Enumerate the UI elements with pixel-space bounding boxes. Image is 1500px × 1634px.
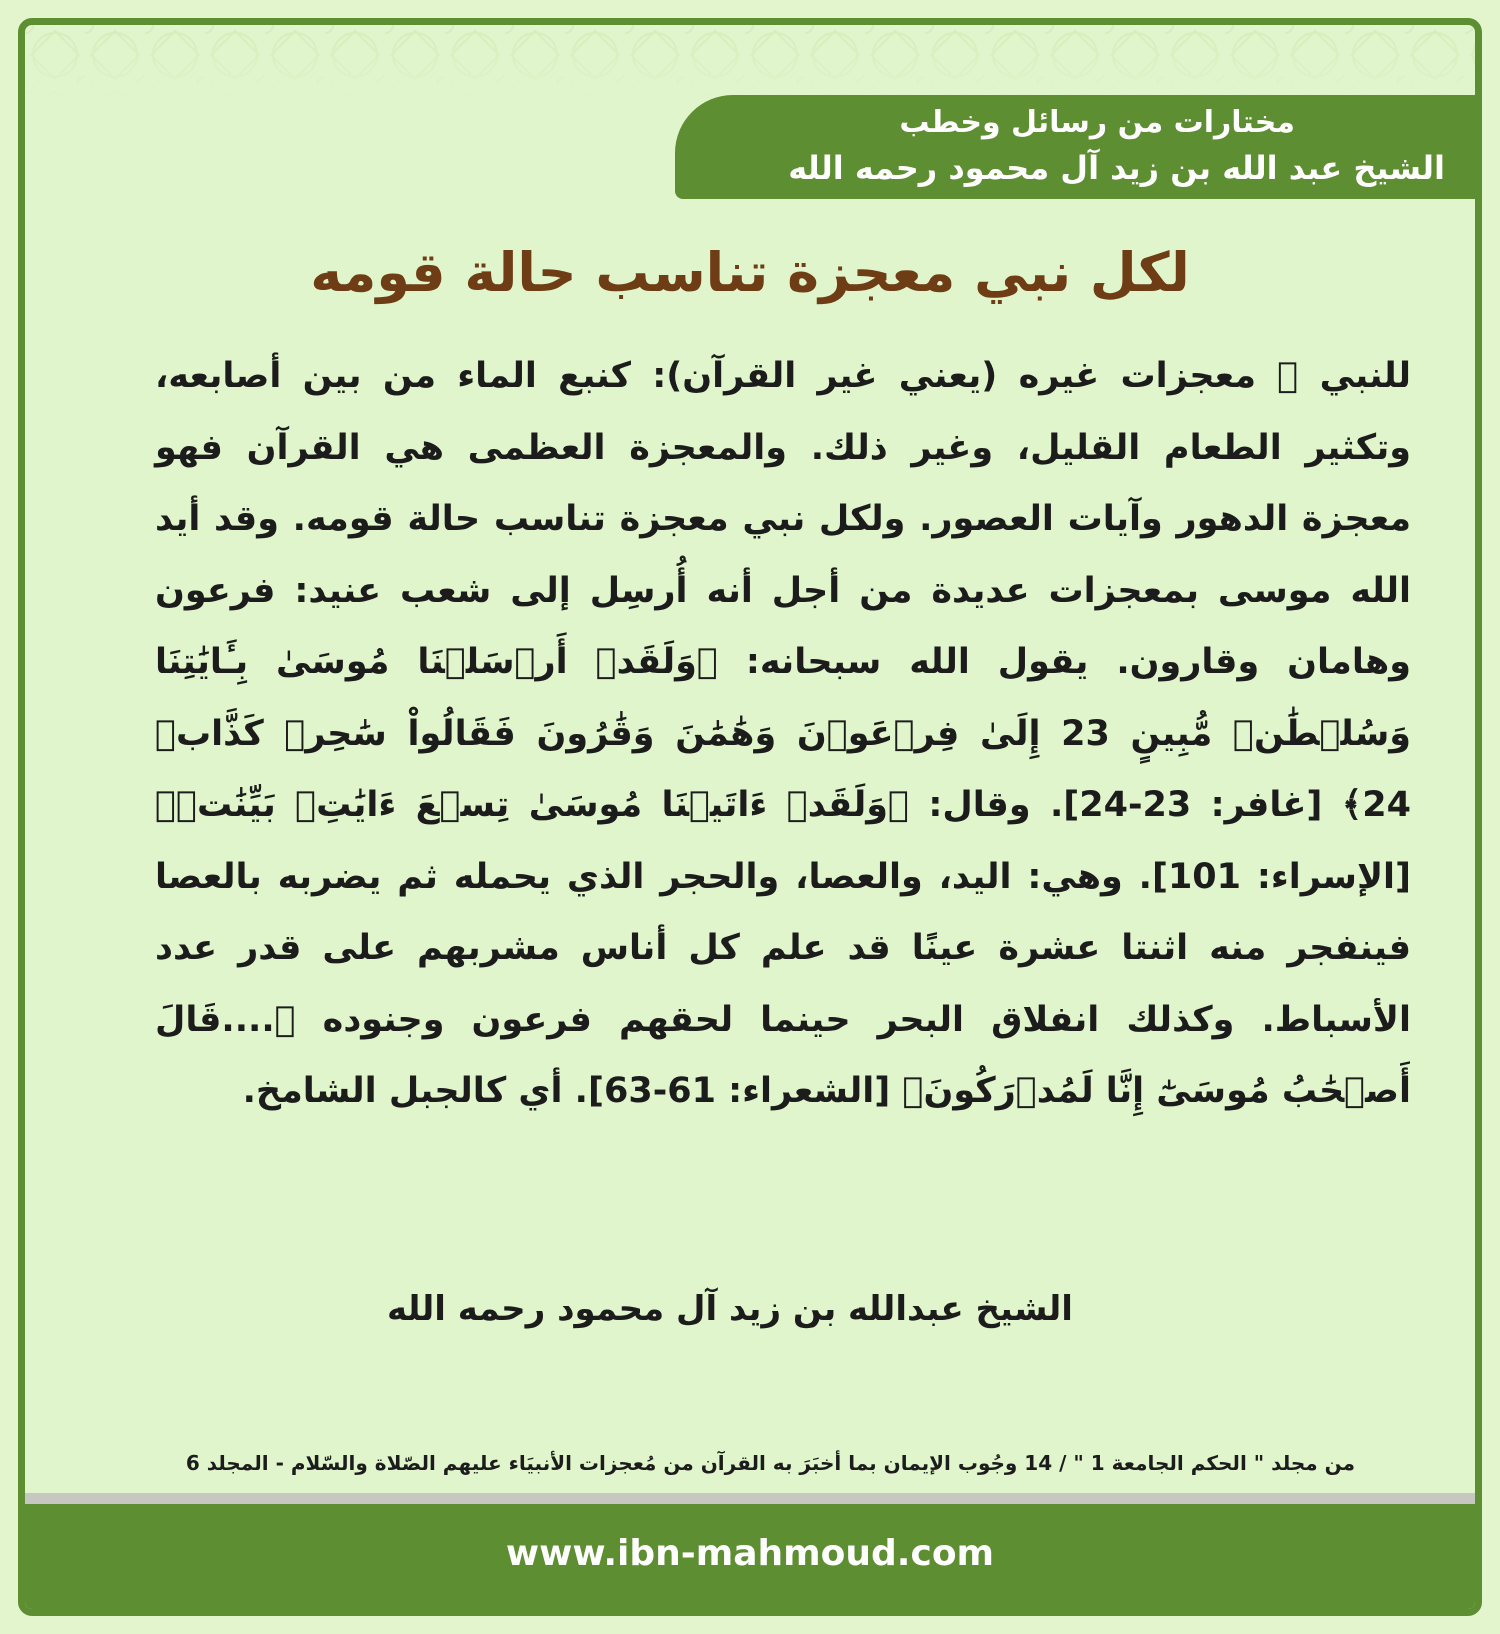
header-series-title: مختارات من رسائل وخطب [899,105,1295,140]
website-url: www.ibn-mahmoud.com [505,1533,995,1574]
page-title: لكل نبي معجزة تناسب حالة قومه [310,241,1190,304]
card-frame [18,18,1482,1616]
author-signature: الشيخ عبدالله بن زيد آل محمود رحمه الله [387,1289,1073,1329]
islamic-pattern-decoration [25,25,1475,100]
header-author-name: الشيخ عبد الله بن زيد آل محمود رحمه الله [788,149,1445,187]
footer-bar [25,1504,1475,1609]
footer-divider [25,1493,1475,1504]
header-banner [675,95,1475,199]
source-citation: من مجلد " الحكم الجامعة 1 " / 14 وجُوب الإيمان بما أخبَرَ به القرآن من مُعجزات الأنبيَاء عليهم الصّلاة والسّلام - المجلد 6 [185,1451,1355,1475]
article-body: للنبي ﷺ معجزات غيره (يعني غير القرآن): كنبع الماء من بين أصابعه، وتكثير الطعام القليل، وغير ذلك. والمعجزة العظمى هي القرآن فهو معجزة الدهور وآيات العصور. ولكل نبي معجزة تناسب حالة قومه. وقد أيد الله موسى بمعجزات عديدة من أجل أنه أُرسِل إلى شعب عنيد: فرعون وهامان وقارون. يقول الله سبحانه: ﴿وَلَقَدۡ أَرۡسَلۡنَا مُوسَىٰ بِـَٔايَٰتِنَا وَسُلۡطَٰنٖ مُّبِينٍ 23 إِلَىٰ فِرۡعَوۡنَ وَهَٰمَٰنَ وَقَٰرُونَ فَقَالُواْ سَٰحِرٞ كَذَّابٞ 24﴾ [غافر: 23-24]. وقال: ﴿وَلَقَدۡ ءَاتَيۡنَا مُوسَىٰ تِسۡعَ ءَايَٰتِۭ بَيِّنَٰتٖ﴾ [الإسراء: 101]. وهي: اليد، والعصا، والحجر الذي يحمله ثم يضربه بالعصا فينفجر منه اثنتا عشرة عينًا قد علم كل أناس مشربهم على قدر عدد الأسباط. وكذلك انفلاق البحر حينما لحقهم فرعون وجنوده ﴿....قَالَ أَصۡحَٰبُ مُوسَىٰٓ إِنَّا لَمُدۡرَكُونَ﴾ [الشعراء: 61-63]. أي كالجبل الشامخ. [155,356,1411,1111]
